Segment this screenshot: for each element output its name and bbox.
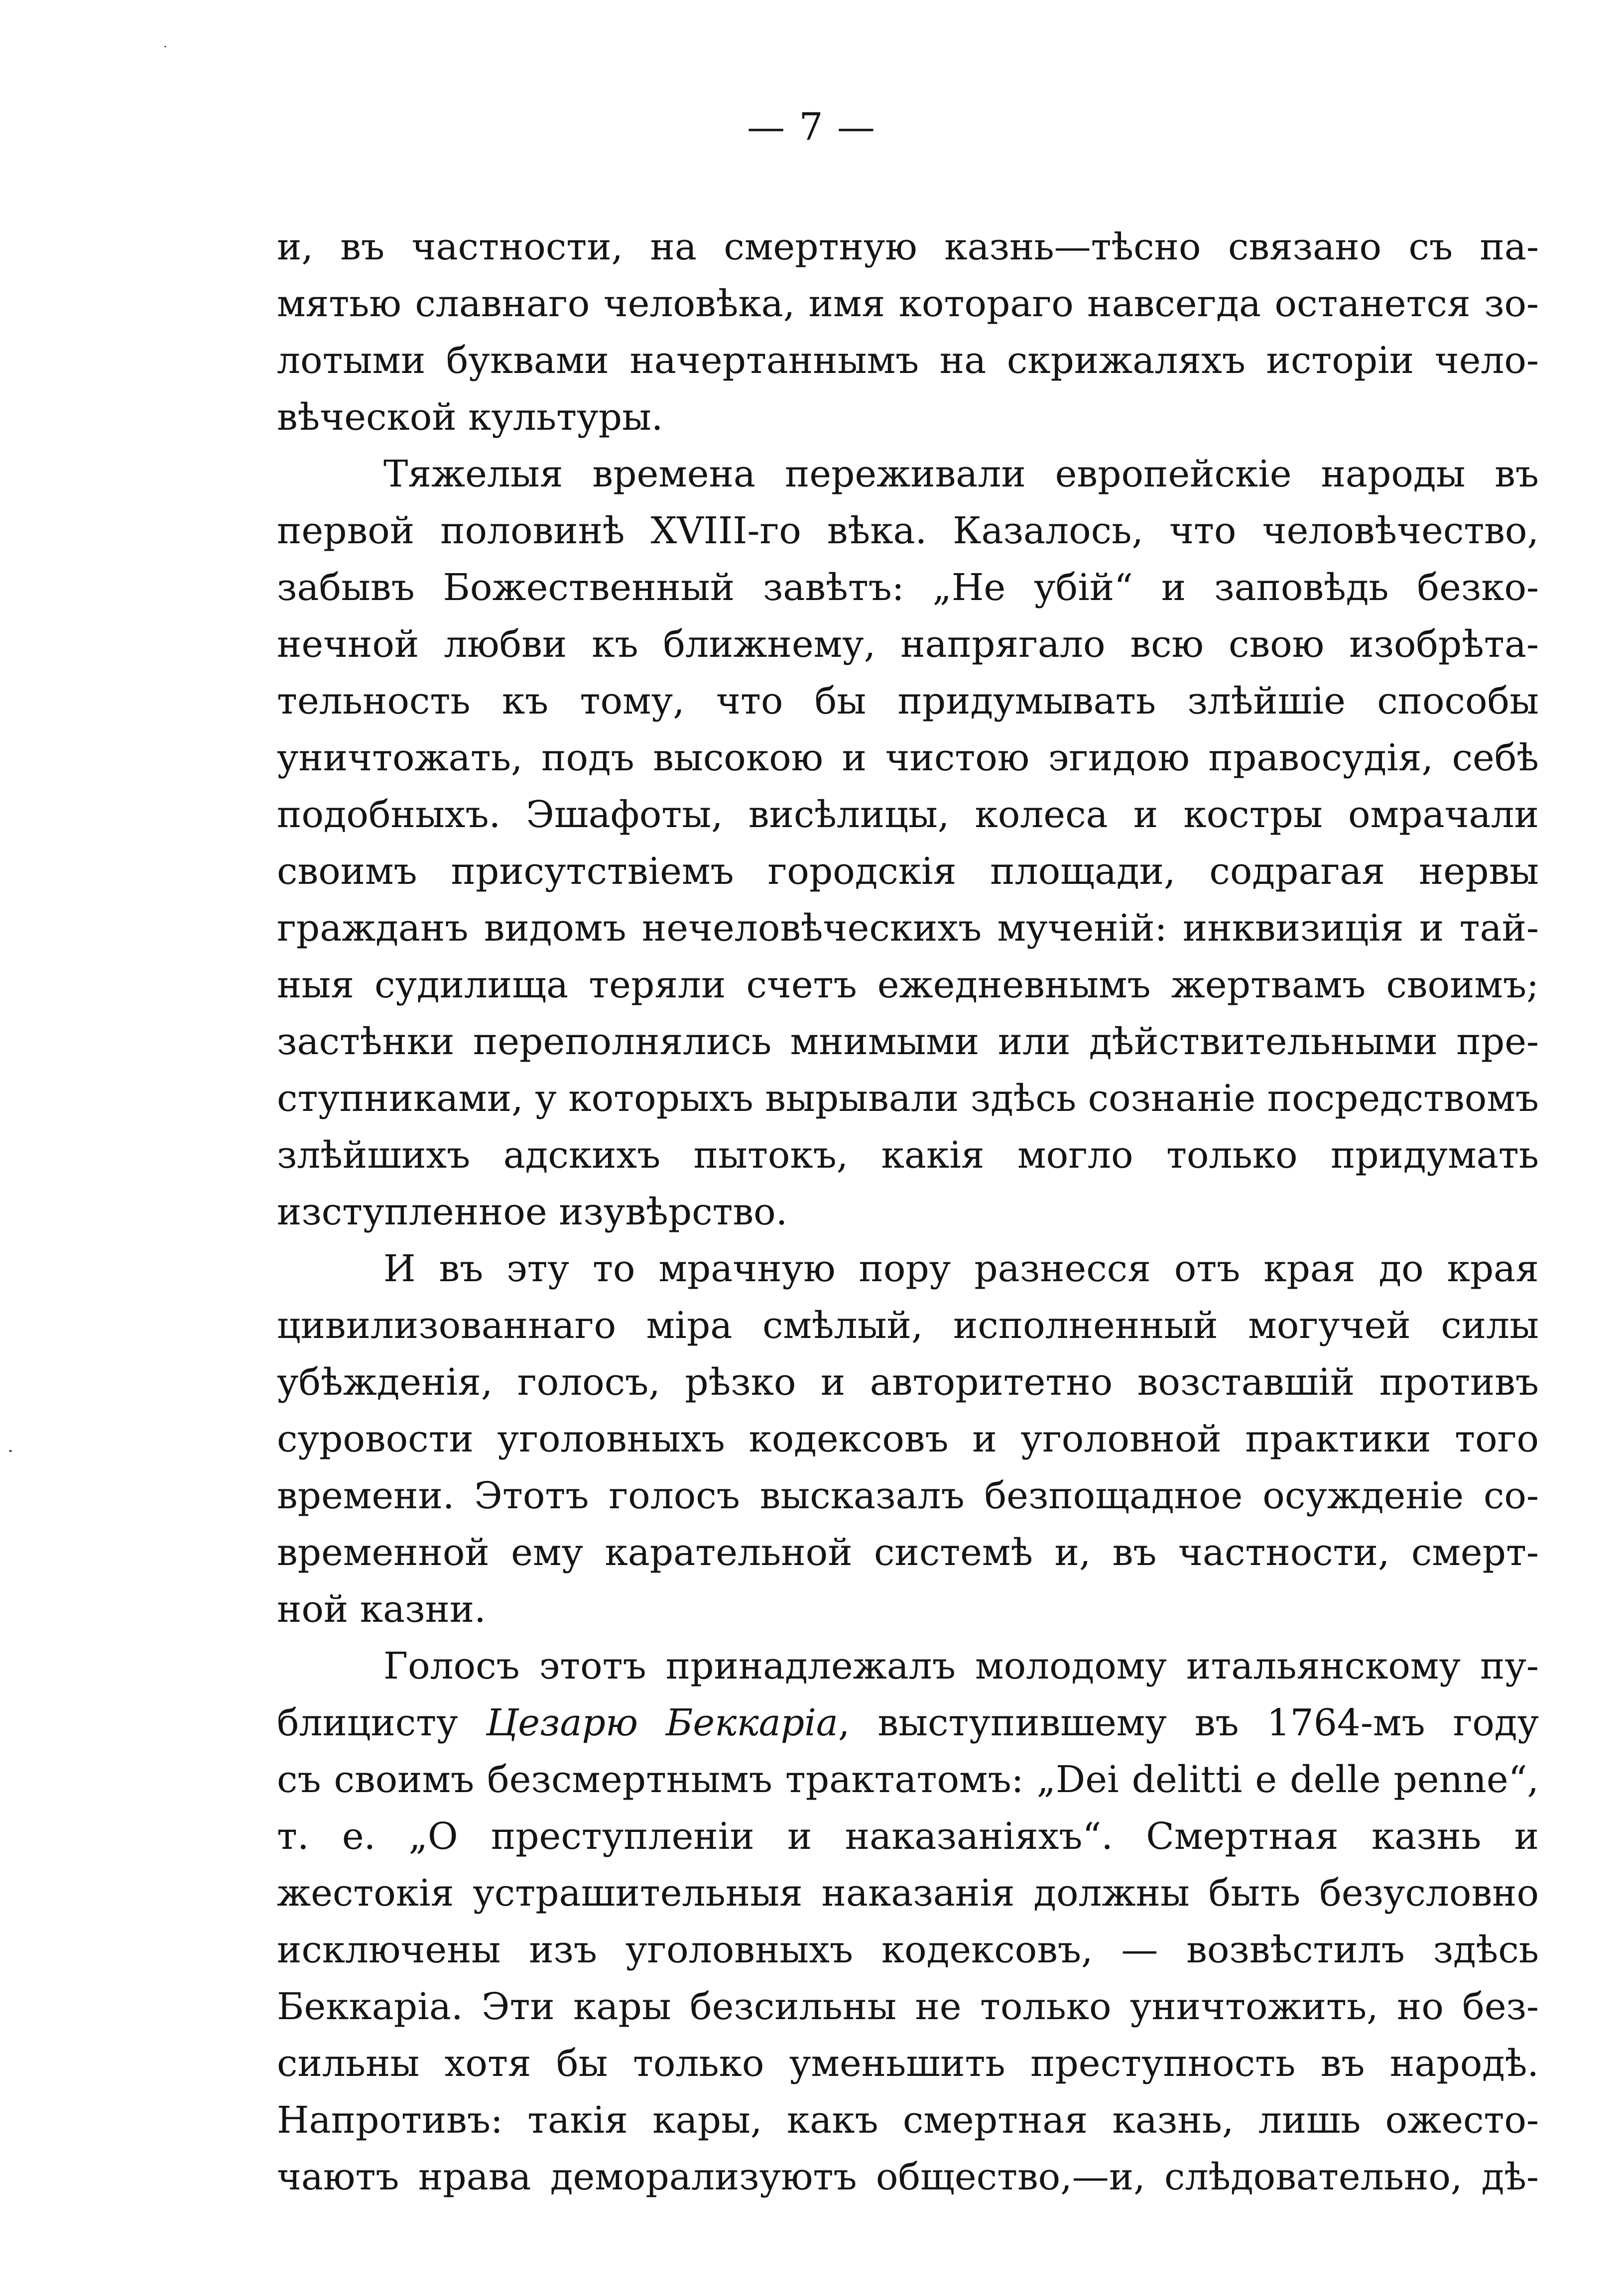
- text-line: гражданъ видомъ нечеловѣческихъ мученій: инквизиція и тай-: [277, 907, 1539, 950]
- text-line: И въ эту то мрачную пору разнесся отъ края до края: [383, 1247, 1539, 1290]
- text-line: Напротивъ: такія кары, какъ смертная казнь, лишь ожесто-: [277, 2099, 1539, 2142]
- text-segment: блицисту: [277, 1701, 458, 1744]
- text-line-with-name: [277, 1695, 1539, 1751]
- text-line: изступленное изувѣрство.: [277, 1191, 788, 1233]
- text-line: подобныхъ. Эшафоты, висѣлицы, колеса и костры омрачали: [277, 793, 1539, 836]
- text-line: мятью славнаго человѣка, имя котораго навсегда останется зо-: [277, 282, 1539, 325]
- text-line: сильны хотя бы только уменьшить преступность въ народѣ.: [277, 2042, 1539, 2085]
- text-line: исключены изъ уголовныхъ кодексовъ, — возвѣстилъ здѣсь: [277, 1929, 1539, 1971]
- scan-speck: [9, 1450, 12, 1452]
- text-line: своимъ присутствіемъ городскія площади, содрагая нервы: [277, 850, 1539, 893]
- text-line: забывъ Божественный завѣтъ: „Не убій“ и заповѣдь безко-: [277, 566, 1539, 609]
- text-line: вѣческой культуры.: [277, 396, 663, 439]
- text-line: временной ему карательной системѣ и, въ частности, смерт-: [277, 1531, 1539, 1574]
- text-line: суровости уголовныхъ кодексовъ и уголовной практики того: [277, 1418, 1539, 1460]
- text-line: ступниками, у которыхъ вырывали здѣсь сознаніе посредствомъ: [277, 1077, 1539, 1120]
- text-line: ной казни.: [277, 1588, 486, 1631]
- text-line: времени. Этотъ голосъ высказалъ безпощадное осужденіе со-: [277, 1474, 1539, 1517]
- text-line: цивилизованнаго міра смѣлый, исполненный могучей силы: [277, 1304, 1539, 1347]
- text-line: съ своимъ безсмертнымъ трактатомъ: „Dei delitti e delle penne“,: [277, 1758, 1539, 1801]
- text-line: первой половинѣ XVIII-го вѣка. Казалось, что человѣчество,: [277, 509, 1539, 552]
- scan-speck: [164, 46, 166, 47]
- text-line: и, въ частности, на смертную казнь—тѣсно связано съ па-: [277, 226, 1539, 268]
- page-number: — 7 —: [747, 105, 876, 149]
- text-line: уничтожать, подъ высокою и чистою эгидою правосудія, себѣ: [277, 736, 1539, 779]
- text-line: Беккаріа. Эти кары безсильны не только уничтожить, но без-: [277, 1985, 1539, 2028]
- author-name-italic: Цезарю Беккаріа: [486, 1701, 838, 1744]
- text-line: жестокія устрашительныя наказанія должны быть безусловно: [277, 1872, 1539, 1915]
- text-line: лотыми буквами начертаннымъ на скрижаляхъ исторіи чело-: [277, 339, 1539, 382]
- text-line: нечной любви къ ближнему, напрягало всю свою изобрѣта-: [277, 623, 1539, 666]
- text-line: т. е. „О преступленіи и наказаніяхъ“. Смертная казнь и: [277, 1815, 1539, 1858]
- text-line: Голосъ этотъ принадлежалъ молодому итальянскому пу-: [383, 1645, 1539, 1688]
- text-line: застѣнки переполнялись мнимыми или дѣйствительными пре-: [277, 1020, 1539, 1063]
- text-line: Тяжелыя времена переживали европейскіе народы въ: [383, 453, 1539, 495]
- text-line: тельность къ тому, что бы придумывать злѣйшіе способы: [277, 680, 1539, 723]
- text-line: чаютъ нрава деморализуютъ общество,—и, слѣдовательно, дѣ-: [277, 2156, 1539, 2198]
- text-segment: , выступившему въ 1764-мъ году: [838, 1701, 1539, 1744]
- text-line: ныя судилища теряли счетъ ежедневнымъ жертвамъ своимъ;: [277, 964, 1539, 1006]
- text-line: злѣйшихъ адскихъ пытокъ, какія могло только придумать: [277, 1134, 1539, 1177]
- text-line: убѣжденія, голосъ, рѣзко и авторитетно возставшій противъ: [277, 1361, 1539, 1404]
